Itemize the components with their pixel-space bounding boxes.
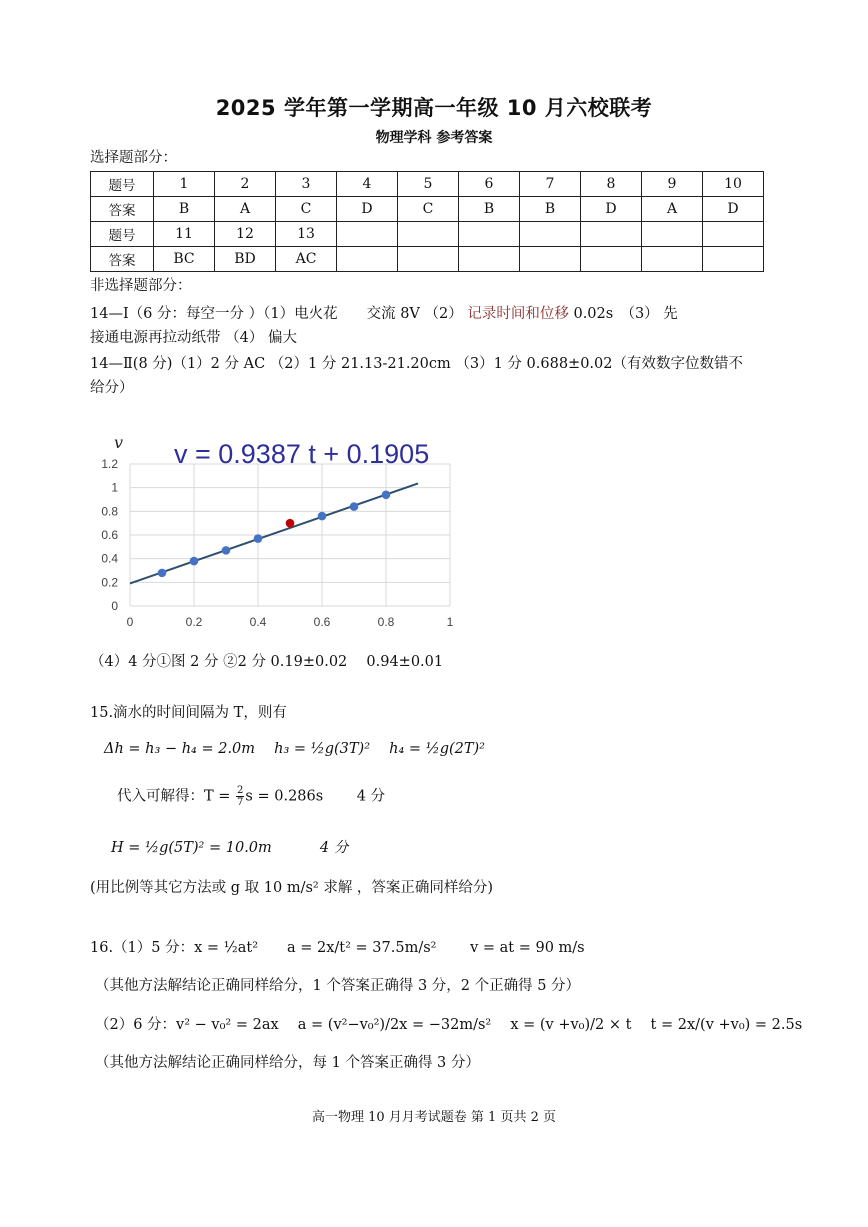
chart-data-point [286, 519, 295, 528]
table-row [91, 222, 764, 247]
table-header-cell: 题号 [91, 172, 154, 197]
table-cell [337, 222, 398, 247]
table-cell: B [459, 197, 520, 222]
y-tick-label: 0.2 [101, 575, 118, 590]
table-cell: 12 [215, 222, 276, 247]
table-cell [581, 222, 642, 247]
table-cell: B [520, 197, 581, 222]
table-cell: AC [276, 247, 337, 272]
q15-equation-2 [117, 785, 385, 808]
q15-note: (用比例等其它方法或 g 取 10 m/s² 求解 ，答案正确同样给分) [90, 880, 494, 896]
x-tick-label: 1 [446, 615, 454, 629]
q15-eq2-text-b: s = 0.286s 4 分 [245, 788, 386, 805]
chart-data-point [350, 502, 359, 511]
q14-1-text-a: 14—Ⅰ（6 分：每空一分 ）（1）电火花 交流 8V （2） [90, 306, 463, 322]
chart-data-point [254, 534, 263, 543]
table-cell: D [703, 197, 764, 222]
y-tick-label: 0.6 [101, 528, 118, 542]
chart-data-point [222, 546, 231, 555]
table-cell: B [154, 197, 215, 222]
table-cell: A [642, 197, 703, 222]
answer-table [90, 171, 764, 272]
q16-line-1: 16.（1）5 分：x = ½at² a = 2x/t² = 37.5m/s² v = at = 90 m/s [90, 940, 585, 956]
x-tick-label: 0.4 [249, 615, 267, 629]
x-tick-label: 0.6 [313, 615, 331, 629]
y-tick-label: 0.8 [101, 504, 118, 519]
page-title: 2025 学年第一学期高一年级 10 月六校联考 [215, 96, 653, 120]
q14-2-line2: 给分） [90, 380, 134, 396]
chart-y-axis-label: v [114, 433, 124, 452]
fraction-denominator: 7 [237, 797, 244, 808]
table-cell: 2 [215, 172, 276, 197]
table-cell: 1 [154, 172, 215, 197]
table-header-cell: 题号 [91, 222, 154, 247]
table-cell [520, 247, 581, 272]
table-cell: D [337, 197, 398, 222]
q16-line-2: （2）6 分：v² − v₀² = 2ax a = (v²−v₀²)/2x = −32m/s² x = (v +v₀)/2 × t t = 2x/(v +v₀) = 2.5s [95, 1017, 803, 1033]
page-subtitle: 物理学科 参考答案 [375, 130, 493, 146]
q14-2-line1: 14—Ⅱ(8 分)（1）2 分 AC （2）1 分 21.13-21.20cm （3）1 分 0.688±0.02（有效数字位数错不 [90, 356, 743, 372]
table-cell: D [581, 197, 642, 222]
table-header-cell: 答案 [91, 247, 154, 272]
q14-1-line1 [90, 304, 678, 324]
page-footer: 高一物理 10 月月考试题卷 第 1 页共 2 页 [311, 1110, 556, 1125]
table-cell [459, 247, 520, 272]
table-header-cell: 答案 [91, 197, 154, 222]
q14-1-line2: 接通电源再拉动纸带 （4） 偏大 [90, 330, 297, 346]
y-tick-label: 1 [111, 480, 118, 495]
q15-equation-1: Δh = h₃ − h₄ = 2.0m h₃ = ½g(3T)² h₄ = ½g(2T)² [104, 741, 486, 757]
table-cell [520, 222, 581, 247]
table-cell: 9 [642, 172, 703, 197]
table-cell: 7 [520, 172, 581, 197]
table-row [91, 197, 764, 222]
table-cell: 11 [154, 222, 215, 247]
y-tick-label: 0.4 [101, 551, 118, 566]
table-cell: BD [215, 247, 276, 272]
table-cell [459, 222, 520, 247]
x-tick-label: 0.8 [377, 615, 395, 629]
table-cell [581, 247, 642, 272]
table-cell: 6 [459, 172, 520, 197]
q15-eq2-text-a: 代入可解得：T = [117, 788, 236, 805]
choice-section-label: 选择题部分： [90, 150, 177, 166]
q14-4-line: （4）4 分①图 2 分 ②2 分 0.19±0.02 0.94±0.01 [90, 654, 444, 670]
q16-note-2: （其他方法解结论正确同样给分，每 1 个答案正确得 3 分） [95, 1055, 480, 1071]
chart-data-point [382, 490, 391, 499]
x-tick-label: 0.2 [185, 615, 203, 629]
table-cell: 3 [276, 172, 337, 197]
chart-title: v = 0.9387 t + 0.1905 [174, 439, 430, 469]
chart-trendline [130, 483, 418, 583]
q16-note-1: （其他方法解结论正确同样给分，1 个答案正确得 3 分，2 个正确得 5 分） [95, 978, 581, 994]
q14-1-text-b: 0.02s （3） 先 [573, 306, 678, 322]
table-cell [398, 222, 459, 247]
table-row [91, 247, 764, 272]
table-row [91, 172, 764, 197]
x-tick-label: 0 [126, 615, 134, 629]
chart-trendline-group [130, 483, 418, 583]
nonchoice-section-label: 非选择题部分： [90, 278, 192, 294]
table-cell: 4 [337, 172, 398, 197]
table-cell [642, 222, 703, 247]
chart-grid [130, 464, 450, 606]
table-cell [703, 247, 764, 272]
table-cell: 10 [703, 172, 764, 197]
table-cell [337, 247, 398, 272]
y-tick-label: 0 [111, 599, 118, 613]
q15-fraction [236, 785, 244, 808]
chart-axes [101, 457, 453, 629]
table-cell [398, 247, 459, 272]
y-tick-label: 1.2 [101, 457, 118, 471]
chart-data-point [158, 569, 167, 578]
q14-1-red-answer: 记录时间和位移 [467, 306, 569, 322]
q15-intro: 15.滴水的时间间隔为 T，则有 [90, 705, 287, 721]
table-cell: 8 [581, 172, 642, 197]
table-cell [642, 247, 703, 272]
velocity-time-chart [92, 428, 472, 638]
table-cell [703, 222, 764, 247]
table-cell: 5 [398, 172, 459, 197]
chart-data-point [318, 512, 327, 521]
chart-data-point [190, 557, 199, 566]
table-cell: 13 [276, 222, 337, 247]
table-cell: C [276, 197, 337, 222]
q15-equation-3: H = ½g(5T)² = 10.0m 4 分 [111, 840, 349, 856]
table-cell: BC [154, 247, 215, 272]
fraction-numerator: 2 [237, 785, 244, 796]
table-cell: C [398, 197, 459, 222]
table-cell: A [215, 197, 276, 222]
